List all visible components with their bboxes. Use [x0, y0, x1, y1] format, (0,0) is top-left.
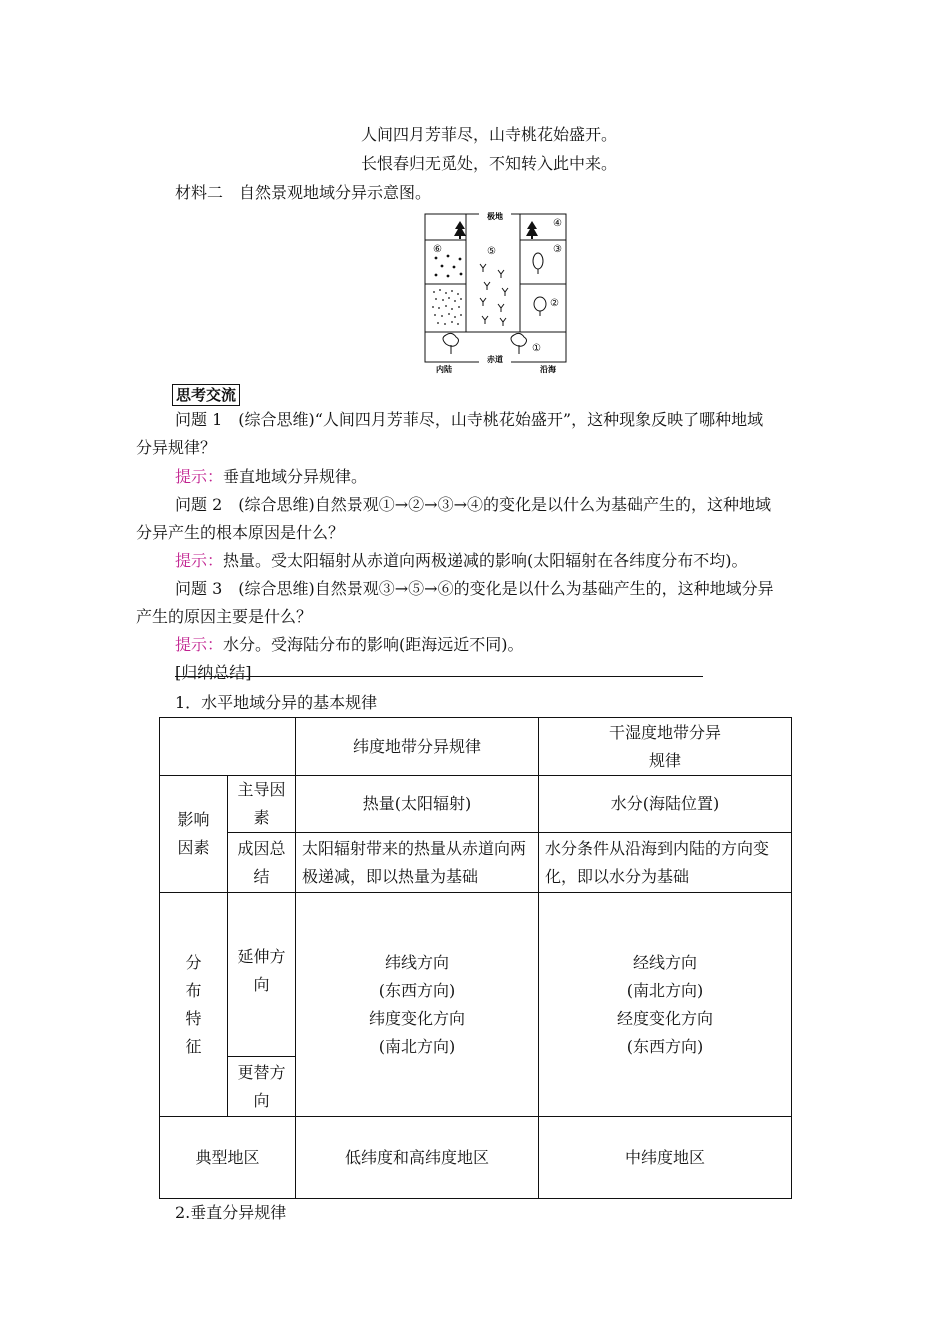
conifer-tree-icon-right [526, 221, 538, 239]
desert-dots-sparse [435, 255, 463, 278]
question-2-line-2: 分异产生的根本原因是什么？ [136, 523, 345, 542]
cell-typical-latitudinal: 低纬度和高纬度地区 [296, 1117, 539, 1199]
question-3-line-2: 产生的原因主要是什么？ [136, 607, 313, 626]
poem-line-1: 人间四月芳菲尽，山寺桃花始盛开。 [361, 125, 618, 144]
header-dry-wet: 干湿度地带分异 规律 [539, 718, 792, 776]
broadleaf-tree-icon-upper [533, 253, 543, 274]
marker-3: ③ [553, 244, 562, 255]
summary-underline [175, 676, 703, 677]
rainforest-tree-icon-right [511, 333, 527, 354]
label-polar: 极地 [487, 212, 503, 221]
broadleaf-tree-icon-lower [534, 297, 546, 316]
question-1-line-2: 分异规律？ [136, 438, 217, 457]
label-typical-regions: 典型地区 [160, 1117, 296, 1199]
hint-3: 提示：水分。受海陆分布的影响(距海远近不同)。 [175, 635, 524, 654]
material-two-caption: 材料二 自然景观地域分异示意图。 [175, 183, 432, 202]
hint-label: 提示： [175, 635, 224, 654]
rainforest-tree-icon-left [443, 333, 459, 354]
heading-horizontal-law: 1．水平地域分异的基本规律 [175, 693, 378, 712]
grass-icon-group [480, 264, 508, 326]
grassland-dots-dense [432, 289, 462, 325]
cell-typical-dry-wet: 中纬度地区 [539, 1117, 792, 1199]
label-alternation-direction: 更替方 向 [228, 1057, 296, 1117]
hint-1: 提示：垂直地域分异规律。 [175, 467, 368, 486]
label-cause-summary: 成因总 结 [228, 833, 296, 893]
table-empty-corner [160, 718, 296, 776]
marker-5: ⑤ [487, 246, 496, 257]
marker-6: ⑥ [433, 244, 442, 255]
summary-heading: [归纳总结] [175, 663, 252, 682]
marker-1: ① [532, 343, 541, 354]
horizontal-law-table [159, 717, 792, 1199]
hint-label: 提示： [175, 551, 224, 570]
label-coastal: 沿海 [540, 364, 556, 374]
cell-dominant-latitudinal: 热量(太阳辐射) [296, 776, 539, 833]
heading-vertical-law: 2.垂直分异规律 [175, 1203, 287, 1222]
cell-dominant-dry-wet: 水分(海陆位置) [539, 776, 792, 833]
section-tag: 思考交流 [172, 384, 240, 406]
hint-label: 提示： [175, 467, 224, 486]
cell-direction-latitudinal: 纬线方向 (东西方向) 纬度变化方向 (南北方向) [296, 893, 539, 1117]
label-equator: 赤道 [487, 354, 503, 364]
poem-line-2: 长恨春归无觅处，不知转入此中来。 [361, 154, 618, 173]
conifer-tree-icon-left [454, 221, 466, 239]
question-3-line-1: 问题 3 (综合思维)自然景观③→⑤→⑥的变化是以什么为基础产生的，这种地域分异 [175, 579, 774, 598]
diagram-frame [425, 214, 566, 362]
cell-direction-dry-wet: 经线方向 (南北方向) 经度变化方向 (东西方向) [539, 893, 792, 1117]
label-dominant-factor: 主导因 素 [228, 776, 296, 833]
label-distribution-features: 分 布 特 征 [160, 893, 228, 1117]
label-extension-direction: 延伸方 向 [228, 893, 296, 1057]
cell-cause-dry-wet: 水分条件从沿海到内陆的方向变化，即以水分为基础 [539, 833, 792, 893]
marker-4: ④ [553, 218, 562, 229]
question-2-line-1: 问题 2 (综合思维)自然景观①→②→③→④的变化是以什么为基础产生的，这种地域 [175, 495, 771, 514]
label-inland: 内陆 [436, 364, 452, 374]
header-latitudinal: 纬度地带分异规律 [296, 718, 539, 776]
cell-cause-latitudinal: 太阳辐射带来的热量从赤道向两极递减，即以热量为基础 [296, 833, 539, 893]
label-influence-factors: 影响 因素 [160, 776, 228, 893]
marker-2: ② [550, 298, 559, 309]
landscape-differentiation-diagram [424, 212, 568, 374]
hint-2: 提示：热量。受太阳辐射从赤道向两极递减的影响(太阳辐射在各纬度分布不均)。 [175, 551, 748, 570]
question-1-line-1: 问题 1 (综合思维)“人间四月芳菲尽，山寺桃花始盛开”，这种现象反映了哪种地域 [175, 410, 764, 429]
